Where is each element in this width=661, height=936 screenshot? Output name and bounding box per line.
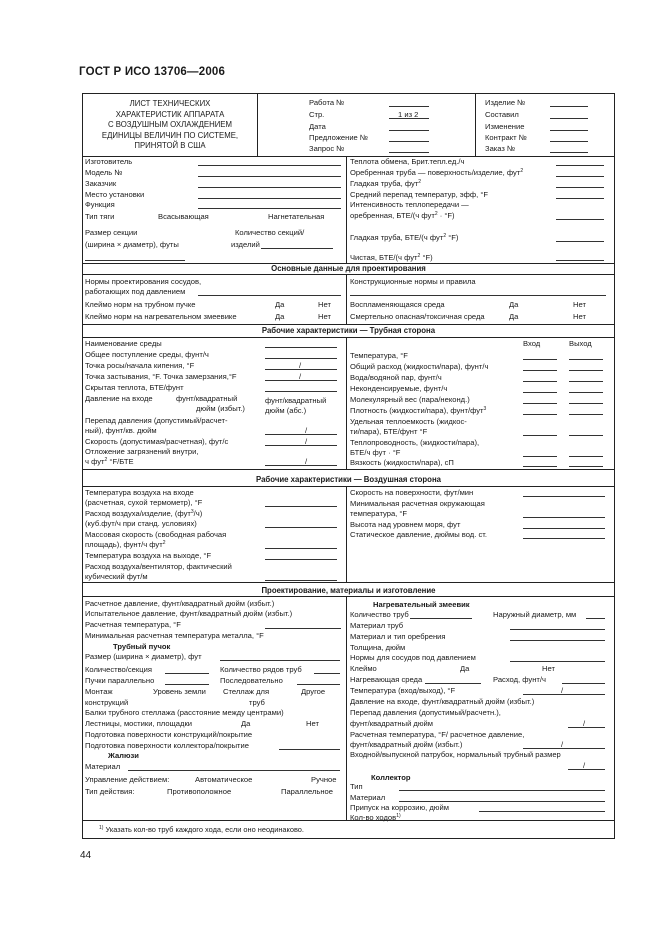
constr-codes-field[interactable] [350,295,606,296]
water-out-field[interactable] [569,381,603,382]
divider [346,337,347,469]
air-tin-label-2: (расчетная, сухой термометр), °F [85,498,203,507]
page-field[interactable] [389,118,429,119]
air-tin-label: Температура воздуха на входе [85,488,194,497]
velocity-label: Скорость (допустимая/расчетная), фут/с [85,437,229,446]
bare-label: Гладкая труба, фут$^2$ [350,179,422,188]
request-field[interactable] [389,152,429,153]
coil-dp-label: Перепад давления (допустимый/расчетн.), [350,708,501,717]
change-label: Изменение [485,122,525,131]
fin-mat-label: Материал и тип оребрения [350,632,446,641]
fouling-label-2: ч фут$^2$ °F/БТЕ [85,457,134,466]
clean-rate-field[interactable] [556,260,604,261]
fin-thk-label: Толщина, дюйм [350,643,406,652]
flow-in-field[interactable] [523,370,557,371]
coil-temp-field[interactable] [523,694,605,695]
divider [346,486,347,582]
bare-rate-label: Гладкая труба, БТЕ/(ч фут$^2$ °F) [350,233,459,242]
flow-out-field[interactable] [569,370,603,371]
water-in-field[interactable] [523,381,557,382]
mdmt-label: Минимальная расчетная температура металла, °F [85,631,264,640]
min-amb-field[interactable] [523,517,605,518]
min-amb-label: Минимальная расчетная окружающая [350,499,485,508]
coil-dp-field[interactable] [568,727,605,728]
design-p-label: Расчетное давление, фунт/квадратный дюйм (избыт.) [85,599,275,608]
water-label: Вода/водяной пар, фунт/ч [350,373,442,382]
coil-dt-field[interactable] [523,748,605,749]
prep-header-field[interactable] [279,749,340,750]
k-out-field[interactable] [569,456,603,457]
finned-rate-label: оребренная, БТЕ/(ч фут$^2$ · °F) [350,211,455,220]
divider [475,94,476,156]
fan-flow-label-2: кубический фут/м [85,572,148,581]
sections-label: Количество/секция [85,665,152,674]
latent-label: Скрытая теплота, БТЕ/фунт [85,383,184,392]
k-label-2: БТЕ/ч фут · °F [350,448,401,457]
noncond-in-field[interactable] [523,392,557,393]
duty-label: Теплота обмена, Брит.тепл.ед./ч [350,157,465,166]
k-label: Теплопроводность, (жидкости/пара), [350,438,480,447]
louver-mat-field[interactable] [128,770,340,771]
request-label: Запрос № [309,144,345,153]
mw-label: Молекулярный вес (пара/неконд.) [350,395,470,404]
actuation-label: Управление действием: [85,775,170,784]
passes-label: Кол-во ходов$^{1)}$ [350,813,401,822]
sections-count-label: Количество секций/ [235,228,305,237]
bundle-size-label: Размер (ширина × диаметр), фут [85,652,202,661]
bundle-size-field[interactable] [220,660,340,661]
page-number: 44 [80,850,92,861]
header-heading: Коллектор [371,773,411,782]
temp-out-field[interactable] [569,359,603,360]
medium-label: Нагревающая среда [350,675,423,684]
stamp-header-label: Клеймо норм на нагревательном змеевике [85,312,237,321]
footnote: $^{1)}$ Указать кол-во труб каждого хода, если оно неодинаково. [99,825,304,834]
corrosion-label: Припуск на коррозию, дюйм [350,803,449,812]
inlet-col: Вход [523,339,541,348]
medium-field[interactable] [425,683,481,684]
velocity-field[interactable] [265,445,337,446]
opposed-option[interactable]: Противоположное [167,787,232,796]
mtd-label: Средний перепад температур, эфф, °F [350,190,489,199]
coil-stamp-no[interactable]: Нет [542,664,555,673]
clean-rate-label: Чистая, БТЕ/(ч фут$^2$ °F) [350,253,433,262]
parallel-blade-option[interactable]: Параллельное [281,787,333,796]
temp-in-field[interactable] [523,359,557,360]
section-constr-title: Проектирование, материалы и изготовление [261,586,436,595]
fouling-label: Отложение загрязнений внутри, [85,447,199,456]
face-vel-label: Скорость на поверхности, фут/мин [350,488,474,497]
density-label: Плотность (жидкости/пара), фунт/фут$^3$ [350,406,487,415]
cp-label: Удельная теплоемкость (жидкос- [350,417,467,426]
coil-stamp-yes[interactable]: Да [460,664,470,673]
rows-label: Количество рядов труб [220,665,302,674]
coil-flow-label: Расход, фунт/ч [493,675,546,684]
cp-in-field[interactable] [523,435,557,436]
visc-label: Вязкость (жидкости/пара), сП [350,458,454,467]
bundle-heading: Трубный пучок [113,642,171,651]
change-field[interactable] [550,130,588,131]
coil-dp-label-2: фунт/квадратный дюйм [350,719,434,728]
contract-field[interactable] [550,141,588,142]
parallel-label: Пучки параллельно [85,676,155,685]
mass-vel-label: Массовая скорость (свободная рабочая [85,530,227,539]
od-label: Наружный диаметр, мм [493,610,577,619]
induced-option[interactable]: Всасывающая [158,212,209,221]
lethal-label: Смертельно опасная/токсичная среда [350,312,485,321]
fin-mat-field[interactable] [510,640,605,641]
cp-out-field[interactable] [569,435,603,436]
divider [83,596,614,597]
compiled-field[interactable] [550,118,588,119]
altitude-label: Высота над уровнем моря, фут [350,520,461,529]
model-field[interactable] [198,176,341,177]
divider [83,274,614,275]
total-flow-label: Общее поступление среды, фунт/ч [85,350,209,359]
section-size-label: Размер секции [85,228,138,237]
noncond-label: Неконденсируемые, фунт/ч [350,384,448,393]
air-flow-label: Расход воздуха/изделие, (фут$^3$/ч) [85,509,203,518]
mw-in-field[interactable] [523,403,557,404]
ladders-no[interactable]: Нет [306,719,319,728]
work-field[interactable] [389,106,429,107]
air-tin-field[interactable] [265,506,337,507]
air-tout-label: Температура воздуха на выходе, °F [85,551,212,560]
air-tout-field[interactable] [265,559,337,560]
grade-option[interactable]: Уровень земли [153,687,206,696]
vessel-codes-label: Нормы для сосудов под давлением [350,653,476,662]
data-sheet: ЛИСТ ТЕХНИЧЕСКИХ ХАРАКТЕРИСТИК АППАРАТА С ВОЗДУШНЫМ ОХЛАЖДЕНИЕМ ЕДИНИЦЫ ВЕЛИЧИН ПО СИСТЕМЕ, ПРИНЯТОЙ В США Работа № Стр. Дата Предложение № Запрос № 1 из 2 Изделие № Составил Изменение Контракт № Заказ № Изготовитель Модель № Заказчик Место установки Функция Тип тяги Всасывающая Нагнетательная Размер секции (ширина × диаметр), футы Количество секций/ изделий Теплота обмена, Брит.тепл.ед./ч Оребренная труба — поверхность/изделие, фут$^2$ Гладкая труба, фут$^2$ Средний перепад температур, эфф, °F Интенсивность теплопередачи — оребренная, БТЕ/(ч фут$^2$ · °F) Гладкая труба, БТЕ/(ч фут$^2$ °F) Чистая, БТЕ/(ч фут$^2$ °F) Основные данные для проектирования Нормы проектирования сосудов, работающих под давлением Клеймо норм на трубном пучке Да Нет Клеймо норм на нагревательном змеевике Да Нет Конструкционные нормы и правила Воспламеняющаяся среда Да Нет Смертельно опасная/токсичная среда Да Нет Рабочие характеристики — Трубная сторона Наименование среды Общее поступление среды, фунт/ч Точка росы/начала кипения, °F / Точка застывания, °F. Точка замерзания,°F / Скрытая теплота, БТЕ/фунт Давление на входе фунт/квадратный дюйм (избыт.) фунт/квадратный дюйм (абс.) Перепад давления (допустимый/расчет- ный), фунт/кв. дюйм / Скорость (допустимая/расчетная), фут/с / Отложение загрязнений внутри, ч фут$^2$ °F/БТЕ / Вход Выход Температура, °F Общий расход (жидкости/пара), фунт/ч Вода/водяной пар, фунт/ч Неконденсируемые, фунт/ч Молекулярный вес (пара/неконд.) Плотность (жидкости/пара), фунт/фут$^3$ Удельная теплоемкость (жидкос- ти/пара), БТЕ/фунт °F Теплопроводность, (жидкости/пара), БТЕ/ч фут · °F Вязкость (жидкости/пара), сП Рабочие характеристики — Воздушная сторона Температура воздуха на входе (расчетная, сухой термометр), °F Расход воздуха/изделие, (фут$^3$/ч) (куб.фут/ч при станд. условиях) Массовая скорость (свободная рабочая площадь), фунт/ч фут$^2$ Температура воздуха на выходе, °F Расход воздуха/вентилятор, фактический кубический фут/м Скорость на поверхности, фут/мин Минимальная расчетная окружающая температура, °F Высота над уровнем моря, фут Статическое давление, дюймы вод. ст. Проектирование, материалы и изготовление Расчетное давление, фунт/квадратный дюйм (избыт.) Испытательное давление, фунт/квадратный дюйм (избыт.) Расчетная температура, °F Минимальная расчетная температура металла, °F Трубный пучок Размер (ширина × диаметр), фут Количество/секция Количество рядов труб Пучки параллельно Последовательно Монтаж Уровень земли Стеллаж для Другое конструкций труб Балки трубного стеллажа (расстояние между центрами) Лестницы, мостики, площадки Да Нет Подготовка поверхности конструкций/покрытие Подготовка поверхности коллектора/покрытие Жалюзи Материал Управление действием: Автоматическое Ручное Тип действия: Противоположное Параллельное Нагревательный змеевик Количество труб Наружный диаметр, мм Материал труб Материал и тип оребрения Толщина, дюйм Нормы для сосудов под давлением Клеймо Да Нет Нагревающая среда Расход, фунт/ч Температура (вход/выход), °F / Давление на входе, фунт/квадратный дюйм (избыт.) Перепад давления (допустимый/расчетн.), фунт/квадратный дюйм / Расчетная температура, °F/ расчетное давление, фунт/квадратный дюйм (избыт.) / Входной/выпускной патрубок, нормальный трубный размер / Коллектор Тип Материал Припуск на коррозию, дюйм Кол-во ходов$^{1)}$ $^{1)}$ Указать кол-во труб каждого хода, если оно неодинаково. [82,93,615,839]
dp-label: Перепад давления (допустимый/расчет- [85,416,228,425]
action-label: Тип действия: [85,787,135,796]
manufacturer-field[interactable] [198,165,341,166]
divider [83,324,614,325]
louver-mat-label: Материал [85,762,121,771]
site-label: Место установки [85,190,145,199]
coil-stamp-label: Клеймо [350,664,377,673]
proposal-label: Предложение № [309,133,369,142]
work-label: Работа № [309,98,345,107]
tube-mat-label: Материал труб [350,621,404,630]
forced-option[interactable]: Нагнетательная [268,212,325,221]
inlet-pressure-unit-4: дюйм (абс.) [265,406,307,415]
lethal-no[interactable]: Нет [573,312,586,321]
coil-heading: Нагревательный змеевик [373,600,470,609]
k-in-field[interactable] [523,456,557,457]
divider [83,337,614,338]
lethal-yes[interactable]: Да [509,312,519,321]
transfer-rate-label: Интенсивность теплопередачи — [350,200,469,209]
sections-field[interactable] [261,248,333,249]
coil-tubes-label: Количество труб [350,610,409,619]
design-t-label: Расчетная температура, °F [85,620,181,629]
prep-struct-label: Подготовка поверхности конструкций/покрытие [85,730,253,739]
auto-option[interactable]: Автоматическое [195,775,253,784]
static-field[interactable] [523,538,605,539]
inlet-pressure-unit-2: дюйм (избыт.) [196,404,245,413]
louvers-heading: Жалюзи [108,751,139,760]
customer-label: Заказчик [85,179,117,188]
item-label: Изделие № [485,98,526,107]
sections-items-label: изделий [231,240,260,249]
header-type-field[interactable] [399,790,605,791]
nozzle-field[interactable] [568,769,605,770]
test-p-label: Испытательное давление, фунт/квадратный дюйм (избыт.) [85,609,293,618]
inlet-pressure-label: Давление на входе [85,394,153,403]
dp-label-2: ный), фунт/кв. дюйм [85,426,157,435]
visc-in-field[interactable] [523,466,557,467]
density-out-field[interactable] [569,414,603,415]
sheet-title: ЛИСТ ТЕХНИЧЕСКИХ ХАРАКТЕРИСТИК АППАРАТА С ВОЗДУШНЫМ ОХЛАЖДЕНИЕМ ЕДИНИЦЫ ВЕЛИЧИН ПО СИСТЕМЕ, ПРИНЯТОЙ В США [101,99,239,150]
outlet-col: Выход [569,339,592,348]
ladders-label: Лестницы, мостики, площадки [85,719,193,728]
date-field[interactable] [389,130,429,131]
noncond-out-field[interactable] [569,392,603,393]
density-in-field[interactable] [523,414,557,415]
section-dims-label: (ширина × диаметр), футы [85,240,179,249]
stamp-header-no[interactable]: Нет [318,312,331,321]
flammable-no[interactable]: Нет [573,300,586,309]
divider [346,156,347,263]
dew-label: Точка росы/начала кипения, °F [85,361,195,370]
function-label: Функция [85,200,115,209]
header-type-label: Тип [350,782,363,791]
standard-code: ГОСТ Р ИСО 13706—2006 [79,66,226,78]
inlet-pressure-unit-1: фунт/квадратный [176,394,238,403]
page-label: Стр. [309,110,325,119]
function-field[interactable] [198,208,341,209]
item-field[interactable] [550,106,588,107]
codes-label: Нормы проектирования сосудов, [85,277,202,286]
finned-rate-field[interactable] [556,219,604,220]
divider [346,596,347,820]
manual-option[interactable]: Ручное [311,775,337,784]
constr-codes-label: Конструкционные нормы и правила [350,277,476,286]
air-flow-label-2: (куб.фут/ч при станд. условиях) [85,519,197,528]
coil-flow-field[interactable] [562,683,605,684]
section-tube-title: Рабочие характеристики — Трубная сторона [261,326,436,335]
divider [83,469,614,470]
proposal-field[interactable] [389,141,429,142]
compiled-label: Составил [485,110,519,119]
other-option[interactable]: Другое [301,687,326,696]
finned-label: Оребренная труба — поверхность/изделие, фут$^2$ [350,168,524,177]
flammable-yes[interactable]: Да [509,300,519,309]
coil-dt-label: Расчетная температура, °F/ расчетное давление, [350,730,525,739]
tubes-word: труб [249,698,265,707]
order-field[interactable] [550,152,588,153]
flammable-label: Воспламеняющаяся среда [350,300,445,309]
date-label: Дата [309,122,326,131]
series-label: Последовательно [220,676,283,685]
bare-field[interactable] [556,187,604,188]
prep-header-label: Подготовка поверхности коллектора/покрытие [85,741,249,750]
header-mat-field[interactable] [399,801,605,802]
structure-option[interactable]: конструкций [85,698,129,707]
tube-mat-field[interactable] [510,629,605,630]
temp-label: Температура, °F [350,351,408,360]
ladders-yes[interactable]: Да [241,719,251,728]
section-design-title: Основные данные для проектирования [271,264,426,273]
visc-out-field[interactable] [569,466,603,467]
corrosion-field[interactable] [479,811,605,812]
static-label: Статическое давление, дюймы вод. ст. [350,530,487,539]
divider [83,582,614,583]
coil-temp-label: Температура (вход/выход), °F [350,686,456,695]
model-label: Модель № [85,168,123,177]
fouling-field[interactable] [265,465,337,466]
coil-press-label: Давление на входе, фунт/квадратный дюйм (избыт.) [350,697,535,706]
fluid-field[interactable] [265,347,337,348]
section-size-field[interactable] [85,260,185,261]
pour-label: Точка застывания, °F. Точка замерзания,°F [85,372,237,381]
divider [83,156,614,157]
codes-field[interactable] [198,295,341,296]
draft-type-label: Тип тяги [85,212,115,221]
parallel-field[interactable] [165,684,209,685]
beams-label: Балки трубного стеллажа (расстояние между центрами) [85,708,284,717]
section-air-title: Рабочие характеристики — Воздушная сторона [256,475,441,484]
fan-flow-label: Расход воздуха/вентилятор, фактический [85,562,232,571]
mount-label: Монтаж [85,687,113,696]
air-flow-field[interactable] [265,527,337,528]
vessel-codes-field[interactable] [510,661,605,662]
contract-label: Контракт № [485,133,527,142]
total-flow-field[interactable] [265,358,337,359]
fan-flow-field[interactable] [265,580,337,581]
series-field[interactable] [297,684,340,685]
coil-dt-label-2: фунт/квадратный дюйм (избыт.) [350,740,463,749]
altitude-field[interactable] [523,528,605,529]
divider [257,94,258,156]
dp-field[interactable] [265,434,337,435]
stamp-tube-label: Клеймо норм на трубном пучке [85,300,196,309]
header-mat-label: Материал [350,793,386,802]
manufacturer-label: Изготовитель [85,157,133,166]
divider [83,820,614,821]
rack-option[interactable]: Стеллаж для [223,687,270,696]
face-vel-field[interactable] [523,496,605,497]
divider [83,486,614,487]
duty-field[interactable] [556,165,604,166]
bare-rate-field[interactable] [556,241,604,242]
site-field[interactable] [198,198,341,199]
mw-out-field[interactable] [569,403,603,404]
rows-field[interactable] [314,673,340,674]
latent-field[interactable] [265,391,337,392]
mass-vel-field[interactable] [265,548,337,549]
design-t-field[interactable] [265,628,341,629]
fluid-label: Наименование среды [85,339,162,348]
mtd-field[interactable] [556,198,604,199]
cp-label-2: ти/пара), БТЕ/фунт °F [350,427,428,436]
min-amb-label-2: температура, °F [350,509,408,518]
nozzle-label: Входной/выпускной патрубок, нормальный трубный размер [350,750,561,759]
sections-field[interactable] [165,673,209,674]
od-field[interactable] [586,618,605,619]
flow-label: Общий расход (жидкости/пара), фунт/ч [350,362,489,371]
coil-tubes-field[interactable] [410,618,472,619]
page-value: 1 из 2 [398,110,419,119]
customer-field[interactable] [198,187,341,188]
finned-field[interactable] [556,176,604,177]
inlet-pressure-unit-3: фунт/квадратный [265,396,327,405]
stamp-tube-yes[interactable]: Да [275,300,285,309]
divider [346,274,347,324]
mass-vel-label-2: площадь), фунт/ч фут$^2$ [85,540,166,549]
stamp-header-yes[interactable]: Да [275,312,285,321]
codes-label-2: работающих под давлением [85,287,186,296]
order-label: Заказ № [485,144,516,153]
stamp-tube-no[interactable]: Нет [318,300,331,309]
